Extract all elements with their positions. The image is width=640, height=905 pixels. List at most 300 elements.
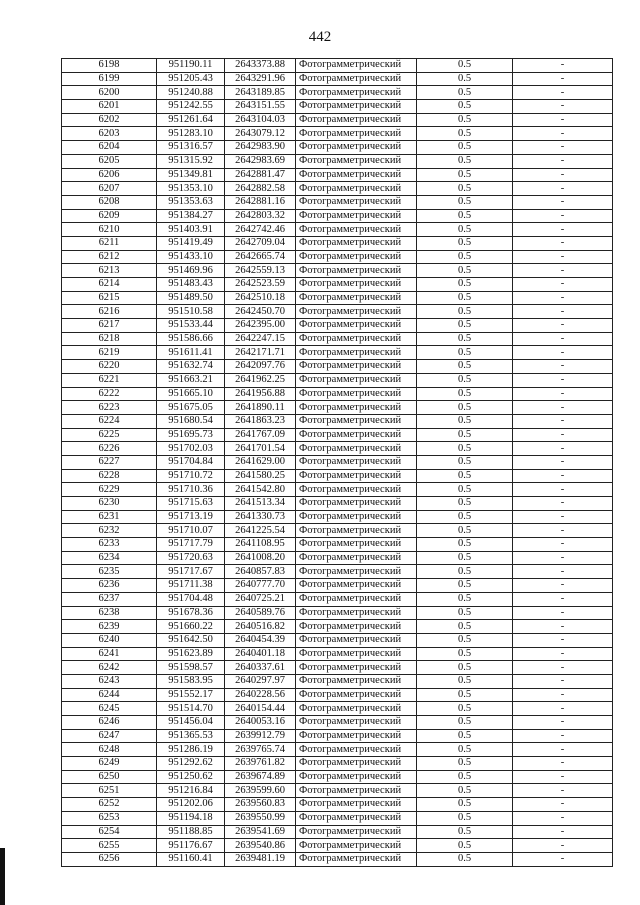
method-cell: Фотограмметрический — [296, 346, 417, 360]
method-cell: Фотограмметрический — [296, 497, 417, 511]
accuracy-cell: 0.5 — [417, 674, 513, 688]
accuracy-cell: 0.5 — [417, 606, 513, 620]
point-number-cell: 6250 — [62, 770, 157, 784]
point-number-cell: 6203 — [62, 127, 157, 141]
table-row — [62, 839, 613, 853]
point-number-cell: 6220 — [62, 360, 157, 374]
x-coordinate-cell: 951510.58 — [157, 305, 225, 319]
y-coordinate-cell: 2641701.54 — [225, 442, 296, 456]
accuracy-cell: 0.5 — [417, 113, 513, 127]
note-cell: - — [513, 770, 613, 784]
y-coordinate-cell: 2641108.95 — [225, 538, 296, 552]
table-row — [62, 373, 613, 387]
note-cell: - — [513, 373, 613, 387]
note-cell: - — [513, 346, 613, 360]
y-coordinate-cell: 2642523.59 — [225, 278, 296, 292]
method-cell: Фотограмметрический — [296, 332, 417, 346]
point-number-cell: 6228 — [62, 469, 157, 483]
y-coordinate-cell: 2641225.54 — [225, 524, 296, 538]
accuracy-cell: 0.5 — [417, 483, 513, 497]
accuracy-cell: 0.5 — [417, 305, 513, 319]
table-row — [62, 168, 613, 182]
y-coordinate-cell: 2642097.76 — [225, 360, 296, 374]
x-coordinate-cell: 951489.50 — [157, 291, 225, 305]
x-coordinate-cell: 951286.19 — [157, 743, 225, 757]
point-number-cell: 6215 — [62, 291, 157, 305]
point-number-cell: 6216 — [62, 305, 157, 319]
y-coordinate-cell: 2640516.82 — [225, 620, 296, 634]
note-cell: - — [513, 825, 613, 839]
note-cell: - — [513, 688, 613, 702]
accuracy-cell: 0.5 — [417, 223, 513, 237]
table-row — [62, 743, 613, 757]
table-row — [62, 428, 613, 442]
accuracy-cell: 0.5 — [417, 195, 513, 209]
point-number-cell: 6237 — [62, 592, 157, 606]
note-cell: - — [513, 661, 613, 675]
method-cell: Фотограмметрический — [296, 852, 417, 866]
note-cell: - — [513, 113, 613, 127]
note-cell: - — [513, 702, 613, 716]
accuracy-cell: 0.5 — [417, 86, 513, 100]
accuracy-cell: 0.5 — [417, 798, 513, 812]
table-row — [62, 497, 613, 511]
x-coordinate-cell: 951710.36 — [157, 483, 225, 497]
table-row — [62, 551, 613, 565]
x-coordinate-cell: 951514.70 — [157, 702, 225, 716]
x-coordinate-cell: 951190.11 — [157, 59, 225, 73]
note-cell: - — [513, 264, 613, 278]
table-row — [62, 674, 613, 688]
accuracy-cell: 0.5 — [417, 702, 513, 716]
x-coordinate-cell: 951205.43 — [157, 72, 225, 86]
point-number-cell: 6238 — [62, 606, 157, 620]
y-coordinate-cell: 2641330.73 — [225, 510, 296, 524]
y-coordinate-cell: 2641962.25 — [225, 373, 296, 387]
y-coordinate-cell: 2639674.89 — [225, 770, 296, 784]
point-number-cell: 6224 — [62, 414, 157, 428]
x-coordinate-cell: 951717.79 — [157, 538, 225, 552]
x-coordinate-cell: 951720.63 — [157, 551, 225, 565]
y-coordinate-cell: 2640228.56 — [225, 688, 296, 702]
point-number-cell: 6251 — [62, 784, 157, 798]
table-row — [62, 784, 613, 798]
note-cell: - — [513, 401, 613, 415]
point-number-cell: 6217 — [62, 319, 157, 333]
accuracy-cell: 0.5 — [417, 524, 513, 538]
x-coordinate-cell: 951660.22 — [157, 620, 225, 634]
y-coordinate-cell: 2641008.20 — [225, 551, 296, 565]
y-coordinate-cell: 2643104.03 — [225, 113, 296, 127]
accuracy-cell: 0.5 — [417, 236, 513, 250]
point-number-cell: 6242 — [62, 661, 157, 675]
note-cell: - — [513, 579, 613, 593]
x-coordinate-cell: 951704.48 — [157, 592, 225, 606]
note-cell: - — [513, 209, 613, 223]
point-number-cell: 6199 — [62, 72, 157, 86]
method-cell: Фотограмметрический — [296, 141, 417, 155]
method-cell: Фотограмметрический — [296, 510, 417, 524]
note-cell: - — [513, 141, 613, 155]
x-coordinate-cell: 951283.10 — [157, 127, 225, 141]
x-coordinate-cell: 951240.88 — [157, 86, 225, 100]
method-cell: Фотограмметрический — [296, 455, 417, 469]
point-number-cell: 6252 — [62, 798, 157, 812]
note-cell: - — [513, 784, 613, 798]
table-row — [62, 387, 613, 401]
method-cell: Фотограмметрический — [296, 551, 417, 565]
point-number-cell: 6248 — [62, 743, 157, 757]
accuracy-cell: 0.5 — [417, 455, 513, 469]
point-number-cell: 6240 — [62, 633, 157, 647]
method-cell: Фотограмметрический — [296, 305, 417, 319]
accuracy-cell: 0.5 — [417, 332, 513, 346]
point-number-cell: 6212 — [62, 250, 157, 264]
accuracy-cell: 0.5 — [417, 633, 513, 647]
table-row — [62, 195, 613, 209]
method-cell: Фотограмметрический — [296, 373, 417, 387]
y-coordinate-cell: 2642450.70 — [225, 305, 296, 319]
table-row — [62, 798, 613, 812]
x-coordinate-cell: 951483.43 — [157, 278, 225, 292]
accuracy-cell: 0.5 — [417, 209, 513, 223]
note-cell: - — [513, 414, 613, 428]
point-number-cell: 6225 — [62, 428, 157, 442]
x-coordinate-cell: 951552.17 — [157, 688, 225, 702]
method-cell: Фотограмметрический — [296, 236, 417, 250]
note-cell: - — [513, 839, 613, 853]
x-coordinate-cell: 951533.44 — [157, 319, 225, 333]
y-coordinate-cell: 2642510.18 — [225, 291, 296, 305]
method-cell: Фотограмметрический — [296, 688, 417, 702]
accuracy-cell: 0.5 — [417, 346, 513, 360]
coordinates-table — [61, 58, 613, 867]
point-number-cell: 6210 — [62, 223, 157, 237]
x-coordinate-cell: 951663.21 — [157, 373, 225, 387]
x-coordinate-cell: 951384.27 — [157, 209, 225, 223]
note-cell: - — [513, 442, 613, 456]
point-number-cell: 6230 — [62, 497, 157, 511]
point-number-cell: 6241 — [62, 647, 157, 661]
point-number-cell: 6254 — [62, 825, 157, 839]
note-cell: - — [513, 729, 613, 743]
table-row — [62, 825, 613, 839]
table-row — [62, 86, 613, 100]
method-cell: Фотограмметрический — [296, 442, 417, 456]
accuracy-cell: 0.5 — [417, 442, 513, 456]
method-cell: Фотограмметрический — [296, 113, 417, 127]
note-cell: - — [513, 524, 613, 538]
point-number-cell: 6206 — [62, 168, 157, 182]
note-cell: - — [513, 510, 613, 524]
table-row — [62, 729, 613, 743]
y-coordinate-cell: 2640857.83 — [225, 565, 296, 579]
note-cell: - — [513, 291, 613, 305]
note-cell: - — [513, 633, 613, 647]
note-cell: - — [513, 538, 613, 552]
y-coordinate-cell: 2642882.58 — [225, 182, 296, 196]
method-cell: Фотограмметрический — [296, 86, 417, 100]
table-row — [62, 661, 613, 675]
x-coordinate-cell: 951456.04 — [157, 716, 225, 730]
note-cell: - — [513, 100, 613, 114]
method-cell: Фотограмметрический — [296, 72, 417, 86]
x-coordinate-cell: 951176.67 — [157, 839, 225, 853]
y-coordinate-cell: 2642881.16 — [225, 195, 296, 209]
method-cell: Фотограмметрический — [296, 743, 417, 757]
y-coordinate-cell: 2642881.47 — [225, 168, 296, 182]
method-cell: Фотограмметрический — [296, 825, 417, 839]
method-cell: Фотограмметрический — [296, 592, 417, 606]
table-row — [62, 209, 613, 223]
y-coordinate-cell: 2642395.00 — [225, 319, 296, 333]
point-number-cell: 6221 — [62, 373, 157, 387]
accuracy-cell: 0.5 — [417, 688, 513, 702]
method-cell: Фотограмметрический — [296, 729, 417, 743]
note-cell: - — [513, 811, 613, 825]
accuracy-cell: 0.5 — [417, 278, 513, 292]
note-cell: - — [513, 551, 613, 565]
x-coordinate-cell: 951678.36 — [157, 606, 225, 620]
note-cell: - — [513, 757, 613, 771]
point-number-cell: 6208 — [62, 195, 157, 209]
y-coordinate-cell: 2643079.12 — [225, 127, 296, 141]
method-cell: Фотограмметрический — [296, 195, 417, 209]
x-coordinate-cell: 951704.84 — [157, 455, 225, 469]
point-number-cell: 6247 — [62, 729, 157, 743]
accuracy-cell: 0.5 — [417, 250, 513, 264]
y-coordinate-cell: 2639540.86 — [225, 839, 296, 853]
accuracy-cell: 0.5 — [417, 319, 513, 333]
method-cell: Фотограмметрический — [296, 565, 417, 579]
point-number-cell: 6235 — [62, 565, 157, 579]
point-number-cell: 6244 — [62, 688, 157, 702]
table-row — [62, 688, 613, 702]
y-coordinate-cell: 2639599.60 — [225, 784, 296, 798]
accuracy-cell: 0.5 — [417, 373, 513, 387]
accuracy-cell: 0.5 — [417, 852, 513, 866]
note-cell: - — [513, 387, 613, 401]
table-row — [62, 182, 613, 196]
y-coordinate-cell: 2639541.69 — [225, 825, 296, 839]
y-coordinate-cell: 2642709.04 — [225, 236, 296, 250]
table-row — [62, 127, 613, 141]
scan-edge-mark — [0, 848, 5, 905]
point-number-cell: 6226 — [62, 442, 157, 456]
method-cell: Фотограмметрический — [296, 278, 417, 292]
accuracy-cell: 0.5 — [417, 565, 513, 579]
x-coordinate-cell: 951680.54 — [157, 414, 225, 428]
y-coordinate-cell: 2641513.34 — [225, 497, 296, 511]
accuracy-cell: 0.5 — [417, 620, 513, 634]
method-cell: Фотограмметрический — [296, 784, 417, 798]
accuracy-cell: 0.5 — [417, 770, 513, 784]
y-coordinate-cell: 2641956.88 — [225, 387, 296, 401]
x-coordinate-cell: 951194.18 — [157, 811, 225, 825]
table-row — [62, 852, 613, 866]
table-row — [62, 223, 613, 237]
point-number-cell: 6249 — [62, 757, 157, 771]
y-coordinate-cell: 2641629.00 — [225, 455, 296, 469]
point-number-cell: 6202 — [62, 113, 157, 127]
point-number-cell: 6204 — [62, 141, 157, 155]
accuracy-cell: 0.5 — [417, 264, 513, 278]
accuracy-cell: 0.5 — [417, 414, 513, 428]
point-number-cell: 6205 — [62, 154, 157, 168]
note-cell: - — [513, 86, 613, 100]
y-coordinate-cell: 2639481.19 — [225, 852, 296, 866]
y-coordinate-cell: 2642983.90 — [225, 141, 296, 155]
method-cell: Фотограмметрический — [296, 716, 417, 730]
point-number-cell: 6227 — [62, 455, 157, 469]
method-cell: Фотограмметрический — [296, 524, 417, 538]
method-cell: Фотограмметрический — [296, 798, 417, 812]
table-row — [62, 154, 613, 168]
method-cell: Фотограмметрический — [296, 414, 417, 428]
method-cell: Фотограмметрический — [296, 469, 417, 483]
note-cell: - — [513, 497, 613, 511]
table-row — [62, 72, 613, 86]
point-number-cell: 6222 — [62, 387, 157, 401]
table-row — [62, 442, 613, 456]
point-number-cell: 6213 — [62, 264, 157, 278]
method-cell: Фотограмметрический — [296, 209, 417, 223]
accuracy-cell: 0.5 — [417, 469, 513, 483]
y-coordinate-cell: 2641863.23 — [225, 414, 296, 428]
point-number-cell: 6201 — [62, 100, 157, 114]
note-cell: - — [513, 223, 613, 237]
accuracy-cell: 0.5 — [417, 661, 513, 675]
table-row — [62, 606, 613, 620]
point-number-cell: 6218 — [62, 332, 157, 346]
table-row — [62, 483, 613, 497]
method-cell: Фотограмметрический — [296, 154, 417, 168]
point-number-cell: 6253 — [62, 811, 157, 825]
note-cell: - — [513, 168, 613, 182]
accuracy-cell: 0.5 — [417, 154, 513, 168]
x-coordinate-cell: 951353.10 — [157, 182, 225, 196]
x-coordinate-cell: 951188.85 — [157, 825, 225, 839]
x-coordinate-cell: 951419.49 — [157, 236, 225, 250]
y-coordinate-cell: 2641767.09 — [225, 428, 296, 442]
method-cell: Фотограмметрический — [296, 647, 417, 661]
table-row — [62, 455, 613, 469]
table-row — [62, 770, 613, 784]
accuracy-cell: 0.5 — [417, 579, 513, 593]
method-cell: Фотограмметрический — [296, 428, 417, 442]
table-row — [62, 579, 613, 593]
accuracy-cell: 0.5 — [417, 72, 513, 86]
point-number-cell: 6214 — [62, 278, 157, 292]
note-cell: - — [513, 305, 613, 319]
method-cell: Фотограмметрический — [296, 770, 417, 784]
method-cell: Фотограмметрический — [296, 579, 417, 593]
point-number-cell: 6223 — [62, 401, 157, 415]
point-number-cell: 6200 — [62, 86, 157, 100]
table-row — [62, 592, 613, 606]
y-coordinate-cell: 2639912.79 — [225, 729, 296, 743]
x-coordinate-cell: 951586.66 — [157, 332, 225, 346]
note-cell: - — [513, 798, 613, 812]
accuracy-cell: 0.5 — [417, 538, 513, 552]
point-number-cell: 6219 — [62, 346, 157, 360]
accuracy-cell: 0.5 — [417, 401, 513, 415]
note-cell: - — [513, 195, 613, 209]
x-coordinate-cell: 951695.73 — [157, 428, 225, 442]
y-coordinate-cell: 2639560.83 — [225, 798, 296, 812]
y-coordinate-cell: 2640589.76 — [225, 606, 296, 620]
x-coordinate-cell: 951250.62 — [157, 770, 225, 784]
note-cell: - — [513, 852, 613, 866]
x-coordinate-cell: 951675.05 — [157, 401, 225, 415]
y-coordinate-cell: 2640297.97 — [225, 674, 296, 688]
table-row — [62, 538, 613, 552]
note-cell: - — [513, 360, 613, 374]
table-row — [62, 250, 613, 264]
method-cell: Фотограмметрический — [296, 291, 417, 305]
x-coordinate-cell: 951160.41 — [157, 852, 225, 866]
method-cell: Фотограмметрический — [296, 606, 417, 620]
x-coordinate-cell: 951365.53 — [157, 729, 225, 743]
accuracy-cell: 0.5 — [417, 497, 513, 511]
accuracy-cell: 0.5 — [417, 182, 513, 196]
y-coordinate-cell: 2642247.15 — [225, 332, 296, 346]
accuracy-cell: 0.5 — [417, 510, 513, 524]
method-cell: Фотограмметрический — [296, 59, 417, 73]
y-coordinate-cell: 2643189.85 — [225, 86, 296, 100]
y-coordinate-cell: 2642742.46 — [225, 223, 296, 237]
method-cell: Фотограмметрический — [296, 127, 417, 141]
method-cell: Фотограмметрический — [296, 223, 417, 237]
note-cell: - — [513, 332, 613, 346]
table-row — [62, 113, 613, 127]
x-coordinate-cell: 951702.03 — [157, 442, 225, 456]
point-number-cell: 6209 — [62, 209, 157, 223]
point-number-cell: 6239 — [62, 620, 157, 634]
note-cell: - — [513, 59, 613, 73]
point-number-cell: 6211 — [62, 236, 157, 250]
coordinates-table-body — [62, 59, 613, 867]
table-row — [62, 100, 613, 114]
y-coordinate-cell: 2639550.99 — [225, 811, 296, 825]
y-coordinate-cell: 2640053.16 — [225, 716, 296, 730]
x-coordinate-cell: 951632.74 — [157, 360, 225, 374]
note-cell: - — [513, 127, 613, 141]
point-number-cell: 6207 — [62, 182, 157, 196]
accuracy-cell: 0.5 — [417, 100, 513, 114]
note-cell: - — [513, 647, 613, 661]
accuracy-cell: 0.5 — [417, 729, 513, 743]
x-coordinate-cell: 951711.38 — [157, 579, 225, 593]
y-coordinate-cell: 2642983.69 — [225, 154, 296, 168]
y-coordinate-cell: 2642665.74 — [225, 250, 296, 264]
accuracy-cell: 0.5 — [417, 428, 513, 442]
method-cell: Фотограмметрический — [296, 811, 417, 825]
point-number-cell: 6256 — [62, 852, 157, 866]
x-coordinate-cell: 951710.07 — [157, 524, 225, 538]
accuracy-cell: 0.5 — [417, 59, 513, 73]
table-row — [62, 236, 613, 250]
method-cell: Фотограмметрический — [296, 401, 417, 415]
x-coordinate-cell: 951713.19 — [157, 510, 225, 524]
accuracy-cell: 0.5 — [417, 784, 513, 798]
note-cell: - — [513, 278, 613, 292]
point-number-cell: 6229 — [62, 483, 157, 497]
y-coordinate-cell: 2643151.55 — [225, 100, 296, 114]
y-coordinate-cell: 2640725.21 — [225, 592, 296, 606]
note-cell: - — [513, 319, 613, 333]
table-row — [62, 346, 613, 360]
